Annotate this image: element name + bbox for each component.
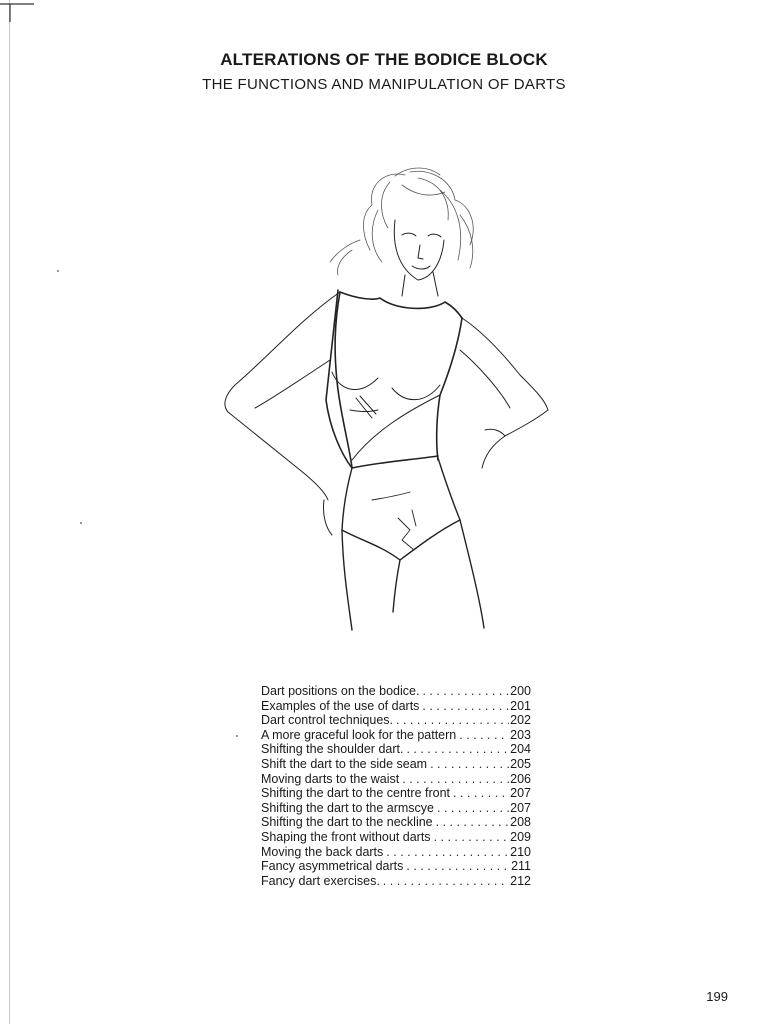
toc-leader-dots (419, 684, 509, 699)
toc-leader-dots (419, 699, 509, 714)
toc-leader-dots (403, 742, 509, 757)
toc-leader-dots (431, 830, 510, 845)
toc-entry-page: 205 (510, 756, 531, 771)
toc-entry-page: 211 (511, 859, 531, 874)
page-binding-edge (9, 0, 10, 1024)
arm-sketch (225, 292, 548, 535)
toc-entry-page: 208 (510, 815, 531, 830)
toc-leader-dots (456, 728, 509, 743)
toc-entry-page: 203 (510, 727, 531, 742)
toc-entry (261, 742, 531, 757)
toc-leader-dots (427, 757, 509, 772)
toc-entry-title: Shaping the front without darts (261, 829, 431, 844)
fashion-figure-sketch-icon (200, 160, 580, 640)
toc-entry (261, 728, 531, 743)
toc-entry-title: Moving the back darts (261, 844, 384, 859)
toc-entry (261, 772, 531, 787)
briefs-details (372, 492, 416, 550)
briefs-outline (342, 458, 484, 630)
toc-leader-dots (403, 859, 510, 874)
toc-entry (261, 815, 531, 830)
toc-entry-title: Moving darts to the waist (261, 771, 400, 786)
table-of-contents (261, 684, 531, 888)
scan-speck (80, 522, 82, 524)
toc-entry (261, 859, 531, 874)
toc-entry (261, 874, 531, 889)
toc-entry (261, 684, 531, 699)
toc-leader-dots (380, 874, 509, 889)
toc-entry (261, 801, 531, 816)
hair-strokes (330, 168, 473, 275)
toc-entry-page: 209 (510, 829, 531, 844)
toc-entry-title: Shifting the shoulder dart. (261, 742, 404, 757)
toc-entry-title: Shifting the dart to the armscye (261, 800, 435, 815)
toc-leader-dots (434, 801, 509, 816)
toc-entry-title: A more graceful look for the pattern (261, 727, 457, 742)
toc-entry-title: Fancy asymmetrical darts (261, 859, 404, 874)
scan-speck (57, 270, 59, 272)
page-title: ALTERATIONS OF THE BODICE BLOCK (220, 50, 548, 69)
toc-leader-dots (399, 772, 509, 787)
toc-entry-page: 206 (510, 771, 531, 786)
toc-leader-dots (393, 713, 509, 728)
toc-entry (261, 757, 531, 772)
toc-entry-page: 204 (510, 742, 531, 757)
page-subtitle: THE FUNCTIONS AND MANIPULATION OF DARTS (202, 76, 566, 93)
toc-leader-dots (383, 845, 509, 860)
face-sketch (394, 220, 444, 280)
scan-speck (236, 735, 238, 737)
toc-entry-title: Shifting the dart to the neckline (261, 815, 433, 830)
toc-entry-page: 200 (510, 684, 531, 698)
toc-entry-title: Dart control techniques. (261, 713, 394, 728)
crop-mark-icon (0, 0, 34, 22)
toc-leader-dots (433, 815, 510, 830)
toc-entry-page: 201 (510, 698, 531, 713)
toc-entry-page: 210 (510, 844, 531, 859)
toc-entry-page: 207 (510, 800, 531, 815)
toc-entry-title: Examples of the use of darts (261, 698, 420, 713)
toc-entry (261, 845, 531, 860)
toc-entry (261, 830, 531, 845)
toc-entry-title: Fancy dart exercises. (261, 873, 380, 888)
toc-entry-page: 212 (510, 873, 531, 888)
toc-entry (261, 713, 531, 728)
toc-leader-dots (450, 786, 509, 801)
toc-entry-page: 207 (510, 786, 531, 801)
toc-entry-page: 202 (510, 713, 531, 728)
page-number: 199 (706, 989, 728, 1004)
toc-entry (261, 786, 531, 801)
toc-entry-title: Shifting the dart to the centre front (261, 786, 451, 801)
toc-entry-title: Shift the dart to the side seam (261, 756, 428, 771)
toc-entry (261, 699, 531, 714)
bodice-outline (326, 290, 462, 468)
toc-entry-title: Dart positions on the bodice. (261, 684, 420, 698)
